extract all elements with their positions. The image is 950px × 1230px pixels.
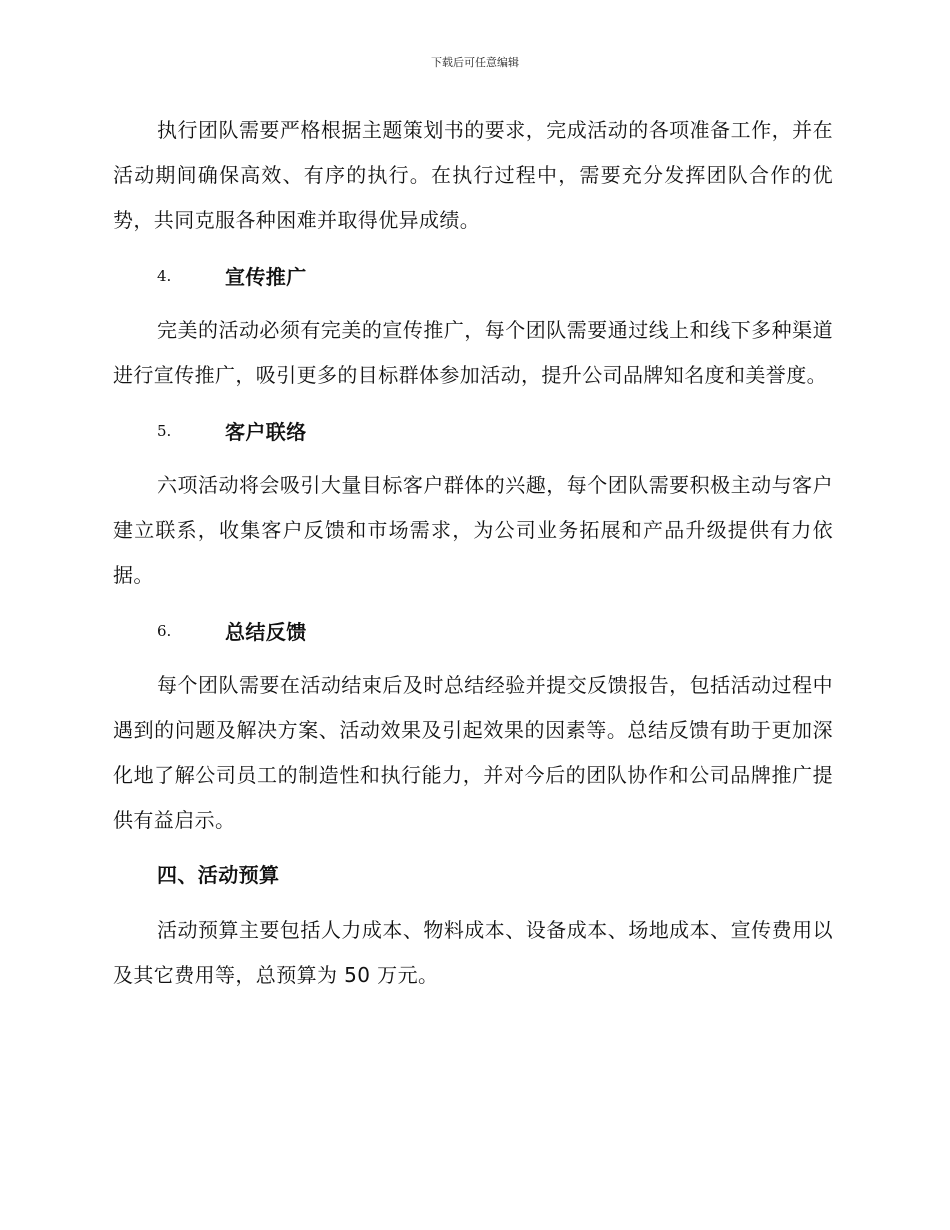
subsection-number: 4. bbox=[157, 266, 172, 285]
subsection-number: 6. bbox=[157, 621, 172, 640]
subsection-heading-promotion bbox=[113, 253, 833, 298]
paragraph-feedback: 每个团队需要在活动结束后及时总结经验并提交反馈报告，包括活动过程中遇到的问题及解决方案、活动效果及引起效果的因素等。总结反馈有助于更加深化地了解公司员工的制造性和执行能力，并对今后的团队协作和公司品牌推广提供有益启示。 bbox=[113, 673, 833, 832]
subsection-number: 5. bbox=[157, 421, 172, 440]
paragraph-execution: 执行团队需要严格根据主题策划书的要求，完成活动的各项准备工作，并在活动期间确保高效、有序的执行。在执行过程中，需要充分发挥团队合作的优势，共同克服各种困难并取得优异成绩。 bbox=[113, 118, 833, 232]
subsection-heading-feedback bbox=[113, 608, 833, 653]
document-body bbox=[113, 108, 833, 998]
subsection-heading-customer bbox=[113, 408, 833, 453]
subsection-title: 客户联络 bbox=[225, 420, 307, 444]
paragraph-budget: 活动预算主要包括人力成本、物料成本、设备成本、场地成本、宣传费用以及其它费用等，总预算为 50 万元。 bbox=[113, 918, 833, 987]
section-heading-budget: 四、活动预算 bbox=[157, 863, 280, 887]
paragraph-customer: 六项活动将会吸引大量目标客户群体的兴趣，每个团队需要积极主动与客户建立联系，收集客户反馈和市场需求，为公司业务拓展和产品升级提供有力依据。 bbox=[113, 473, 833, 587]
page-header: 下载后可任意编辑 bbox=[431, 56, 519, 69]
subsection-title: 宣传推广 bbox=[225, 265, 307, 289]
paragraph-promotion: 完美的活动必须有完美的宣传推广，每个团队需要通过线上和线下多种渠道进行宣传推广，吸引更多的目标群体参加活动，提升公司品牌知名度和美誉度。 bbox=[113, 318, 833, 387]
subsection-title: 总结反馈 bbox=[225, 620, 307, 644]
